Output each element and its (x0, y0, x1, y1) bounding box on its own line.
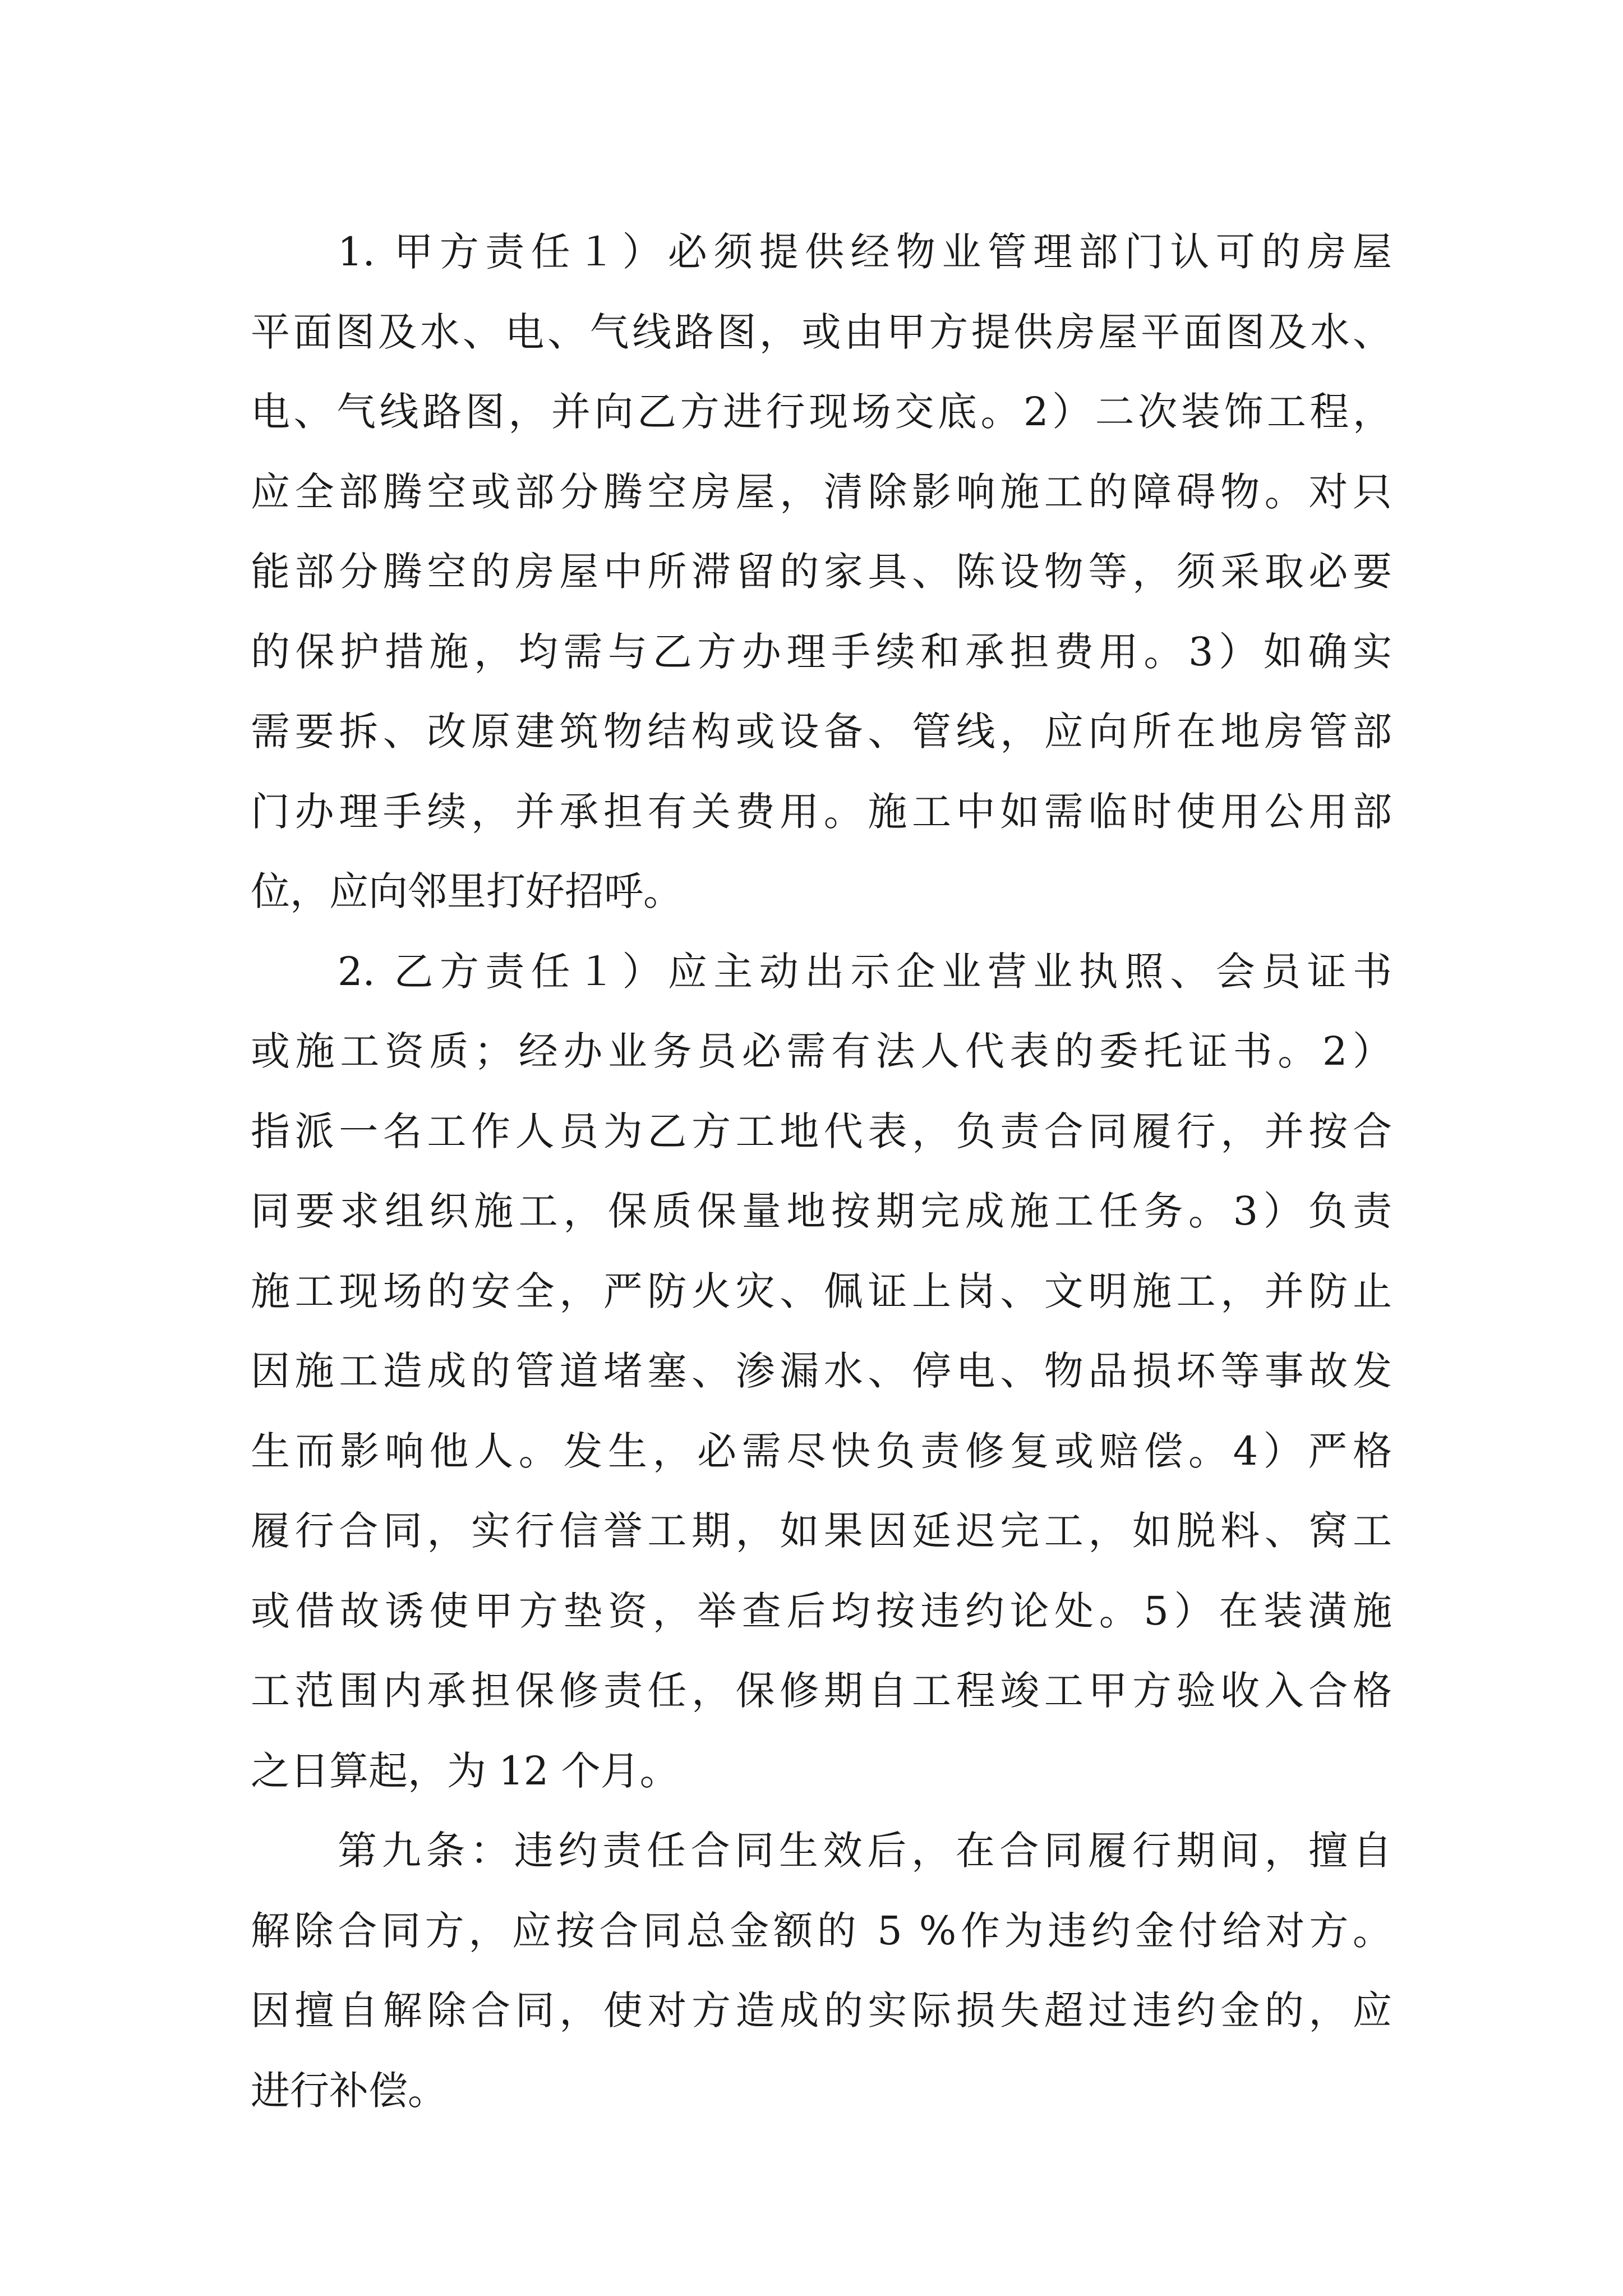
text-line: 能部分腾空的房屋中所滞留的家具、陈设物等，须采取必要 (251, 549, 1392, 595)
text-line: 第九条：违约责任合同生效后，在合同履行期间，擅自 (338, 1828, 1392, 1874)
text-line: 履行合同，实行信誉工期，如果因延迟完工，如脱料、窝工 (251, 1508, 1392, 1554)
text-line: 进行补偿。 (251, 2067, 447, 2114)
text-line: 位，应向邻里打好招呼。 (251, 868, 683, 914)
text-line: 指派一名工作人员为乙方工地代表，负责合同履行，并按合 (251, 1108, 1392, 1154)
text-line: 需要拆、改原建筑物结构或设备、管线，应向所在地房管部 (251, 708, 1392, 754)
text-line: 平面图及水、电、气线路图，或由甲方提供房屋平面图及水、 (251, 309, 1392, 355)
text-line: 门办理手续，并承担有关费用。施工中如需临时使用公用部 (251, 788, 1392, 835)
text-line: 的保护措施，均需与乙方办理手续和承担费用。3）如确实 (251, 628, 1392, 675)
paragraph-party-a-responsibility (251, 212, 1392, 932)
text-line: 生而影响他人。发生，必需尽快负责修复或赔偿。4）严格 (251, 1428, 1392, 1474)
text-line: 因施工造成的管道堵塞、渗漏水、停电、物品损坏等事故发 (251, 1348, 1392, 1394)
text-line: 电、气线路图，并向乙方进行现场交底。2）二次装饰工程， (251, 389, 1392, 435)
text-line: 施工现场的安全，严防火灾、佩证上岗、文明施工，并防止 (251, 1268, 1392, 1314)
text-line: 或施工资质；经办业务员必需有法人代表的委托证书。2） (251, 1028, 1392, 1074)
text-line: 之日算起，为 12 个月。 (251, 1747, 679, 1794)
text-line: 1. 甲方责任１）必须提供经物业管理部门认可的房屋 (338, 229, 1392, 275)
text-line: 因擅自解除合同，使对方造成的实际损失超过违约金的，应 (251, 1987, 1392, 2033)
text-line: 同要求组织施工，保质保量地按期完成施工任务。3）负责 (251, 1188, 1392, 1234)
text-line: 2. 乙方责任１）应主动出示企业营业执照、会员证书 (338, 948, 1392, 995)
text-line: 应全部腾空或部分腾空房屋，清除影响施工的障碍物。对只 (251, 468, 1392, 515)
contract-text (251, 212, 1392, 2131)
text-line: 或借故诱使甲方垫资，举查后均按违约论处。5）在装潢施 (251, 1588, 1392, 1634)
text-line: 工范围内承担保修责任，保修期自工程竣工甲方验收入合格 (251, 1668, 1392, 1714)
text-line: 解除合同方，应按合同总金额的 5 %作为违约金付给对方。 (251, 1907, 1392, 1954)
paragraph-article-nine-breach (251, 1811, 1392, 2131)
paragraph-party-b-responsibility (251, 932, 1392, 1811)
